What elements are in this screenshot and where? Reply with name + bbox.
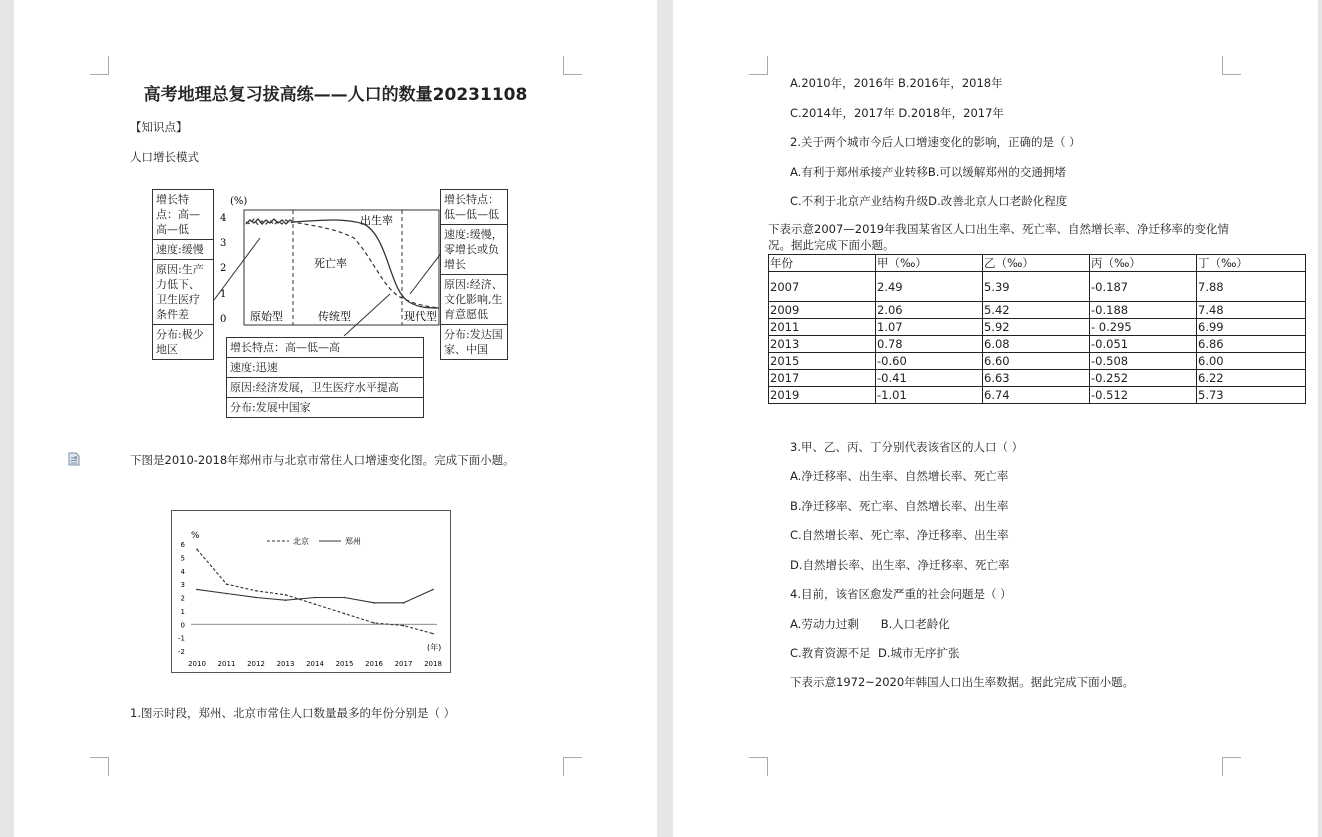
table-cell: 2019 [769,387,876,404]
y-tick-label: -1 [178,634,185,643]
table-header-cell: 年份 [769,255,876,272]
document-title: 高考地理总复习拔高练——人口的数量20231108 [143,85,528,105]
pointer-line [410,252,440,294]
table-cell: -0.051 [1090,336,1197,353]
table-cell: - 0.295 [1090,319,1197,336]
data-point [255,597,257,599]
data-point [432,589,434,591]
left-box-cell: 增长特点：高—高—低 [153,190,213,240]
table-row [769,353,1306,370]
table-cell: 7.88 [1197,272,1306,302]
y-tick-label: 4 [220,213,227,224]
left-box-cell: 原因:生产力低下、卫生医疗条件差 [153,260,213,325]
next-intro: 下表示意1972~2020年韩国人口出生率数据。据此完成下面小题。 [790,675,1135,689]
data-point [314,597,316,599]
y-tick-label: 1 [180,607,185,616]
table-intro-line-1: 下表示意2007—2019年我国某省区人口出生率、死亡率、自然增长率、净迁移率的变化情 [768,222,1230,236]
right-box-cell: 速度:缓慢，零增长或负增长 [441,225,507,275]
bottom-box-cell: 原因:经济发展，卫生医疗水平提高 [227,378,423,398]
y-tick-label: 2 [220,263,227,274]
table-cell: -0.512 [1090,387,1197,404]
question-4-options-cd: C.教育资源不足 D.城市无序扩张 [790,646,960,660]
x-tick-label: 2012 [247,660,265,668]
y-tick-label: 3 [180,581,185,590]
question-2-options-cd: C.不利于北京产业结构升级D.改善北京人口老龄化程度 [790,194,1068,208]
data-point [196,589,198,591]
crop-mark [749,757,768,776]
right-box-cell: 原因:经济、文化影响,生育意愿低 [441,275,507,325]
table-cell: 6.08 [983,336,1090,353]
crop-mark [563,757,582,776]
data-point [314,603,316,605]
crop-mark [1222,56,1241,75]
diagram-right-box [440,189,508,360]
legend-label-beijing: 北京 [293,537,309,546]
table-header-cell: 丁（‰） [1197,255,1306,272]
document-page-2 [673,0,1318,837]
data-point [285,594,287,596]
question-3-option-a: A.净迁移率、出生率、自然增长率、死亡率 [790,469,1009,483]
data-point [432,633,434,635]
diagram-bottom-box [226,337,424,418]
chart-intro: 下图是2010-2018年郑州市与北京市常住人口增速变化图。完成下面小题。 [130,453,515,467]
x-tick-label: 2013 [276,660,295,668]
table-cell: -0.188 [1090,302,1197,319]
x-tick-label: 2015 [335,660,354,668]
crop-mark [90,56,109,75]
table-header-cell: 甲（‰） [876,255,983,272]
section-heading: 【知识点】 [130,120,188,134]
stage-label-primitive: 原始型 [250,310,283,323]
right-box-cell: 分布:发达国家、中国 [444,328,503,356]
y-tick-label: 5 [180,554,185,563]
birth-rate-label: 出生率 [360,214,393,227]
table-cell: 6.86 [1197,336,1306,353]
y-unit-label: (%) [230,196,248,207]
table-cell: 6.00 [1197,353,1306,370]
x-tick-label: 2018 [424,660,442,668]
document-page-1 [14,0,657,837]
data-point [403,625,405,627]
bottom-box-cell: 增长特点：高—低—高 [227,338,423,358]
table-cell: 2009 [769,302,876,319]
question-2: 2.关于两个城市今后人口增速变化的影响，正确的是（ ） [790,135,1081,149]
table-cell: 0.78 [876,336,983,353]
y-tick-label: 0 [220,314,227,325]
data-point [344,597,346,599]
table-cell: 2.06 [876,302,983,319]
table-cell: 6.99 [1197,319,1306,336]
y-tick-label: 1 [220,289,227,300]
data-point [255,590,257,592]
table-header-row [769,255,1306,272]
table-header-cell: 乙（‰） [983,255,1090,272]
y-tick-label: 0 [180,621,185,630]
table-cell: 1.07 [876,319,983,336]
crop-mark [563,56,582,75]
data-point [196,549,198,551]
data-point [226,583,228,585]
crop-mark [749,56,768,75]
table-cell: 2011 [769,319,876,336]
bottom-box-cell: 速度:迅速 [227,358,423,378]
left-box-cell: 分布:极少地区 [156,328,204,356]
question-1: 1.图示时段，郑州、北京市常住人口数量最多的年份分别是（ ） [130,706,456,720]
table-cell: 7.48 [1197,302,1306,319]
population-growth-line-chart [171,510,451,673]
stage-label-traditional: 传统型 [318,310,351,323]
table-row [769,370,1306,387]
table-intro-line-2: 况。据此完成下面小题。 [768,238,895,252]
table-row [769,272,1306,302]
table-cell: 6.22 [1197,370,1306,387]
x-tick-label: 2010 [188,660,206,668]
table-row [769,319,1306,336]
question-3-option-c: C.自然增长率、死亡率、净迁移率、出生率 [790,528,1009,542]
data-point [344,613,346,615]
y-tick-label: 2 [180,594,185,603]
question-3: 3.甲、乙、丙、丁分别代表该省区的人口（ ） [790,440,1024,454]
data-point [226,593,228,595]
table-cell: 6.63 [983,370,1090,387]
x-tick-label: 2011 [217,660,236,668]
y-tick-label: 6 [180,541,185,549]
table-cell: 2015 [769,353,876,370]
question-1-options-cd: C.2014年，2017年 D.2018年，2017年 [790,106,1004,120]
legend-label-zhengzhou: 郑州 [345,537,361,546]
y-tick-label: 3 [220,238,227,249]
x-tick-label: 2017 [394,660,413,668]
bottom-box-cell: 分布:发展中国家 [230,401,311,414]
question-3-option-d: D.自然增长率、出生率、净迁移率、死亡率 [790,558,1010,572]
x-axis-unit: (年) [427,643,442,652]
question-2-options-ab: A.有利于郑州承接产业转移B.可以缓解郑州的交通拥堵 [790,165,1066,179]
data-point [403,602,405,604]
question-4-options-ab: A.劳动力过剩 B.人口老龄化 [790,617,950,631]
crop-mark [90,757,109,776]
y-tick-label: 4 [180,567,185,576]
left-box-cell: 速度:缓慢 [153,240,213,260]
table-row [769,336,1306,353]
death-rate-label: 死亡率 [314,257,347,270]
table-header-cell: 丙（‰） [1090,255,1197,272]
y-tick-label: -2 [178,648,185,656]
table-cell: -0.187 [1090,272,1197,302]
table-cell: 5.39 [983,272,1090,302]
table-cell: -0.252 [1090,370,1197,387]
table-cell: 5.92 [983,319,1090,336]
data-point [285,599,287,601]
table-cell: 2017 [769,370,876,387]
table-cell: 5.42 [983,302,1090,319]
dropdown-arrow-icon[interactable]: ▾ [74,454,78,462]
table-row [769,302,1306,319]
table-cell: 2013 [769,336,876,353]
table-cell: -0.508 [1090,353,1197,370]
table-cell: -0.41 [876,370,983,387]
population-rates-table [768,254,1306,404]
diagram-left-box [152,189,214,360]
stage-label-modern: 现代型 [404,310,437,323]
table-cell: 2.49 [876,272,983,302]
growth-model-graph [214,190,440,336]
crop-mark [1222,757,1241,776]
table-row [769,387,1306,404]
x-tick-label: 2016 [365,660,383,668]
right-box-cell: 增长特点：低—低—低 [441,190,507,225]
table-cell: 2007 [769,272,876,302]
table-cell: 6.74 [983,387,1090,404]
table-cell: -0.60 [876,353,983,370]
subsection-heading: 人口增长模式 [130,150,199,164]
question-3-option-b: B.净迁移率、死亡率、自然增长率、出生率 [790,499,1009,513]
data-point [373,602,375,604]
table-cell: 6.60 [983,353,1090,370]
table-cell: -1.01 [876,387,983,404]
question-4: 4.目前，该省区愈发严重的社会问题是（ ） [790,587,1012,601]
table-cell: 5.73 [1197,387,1306,404]
x-tick-label: 2014 [306,660,324,668]
data-point [373,622,375,624]
question-1-options-ab: A.2010年，2016年 B.2016年，2018年 [790,76,1003,90]
y-axis-unit: % [191,531,200,541]
